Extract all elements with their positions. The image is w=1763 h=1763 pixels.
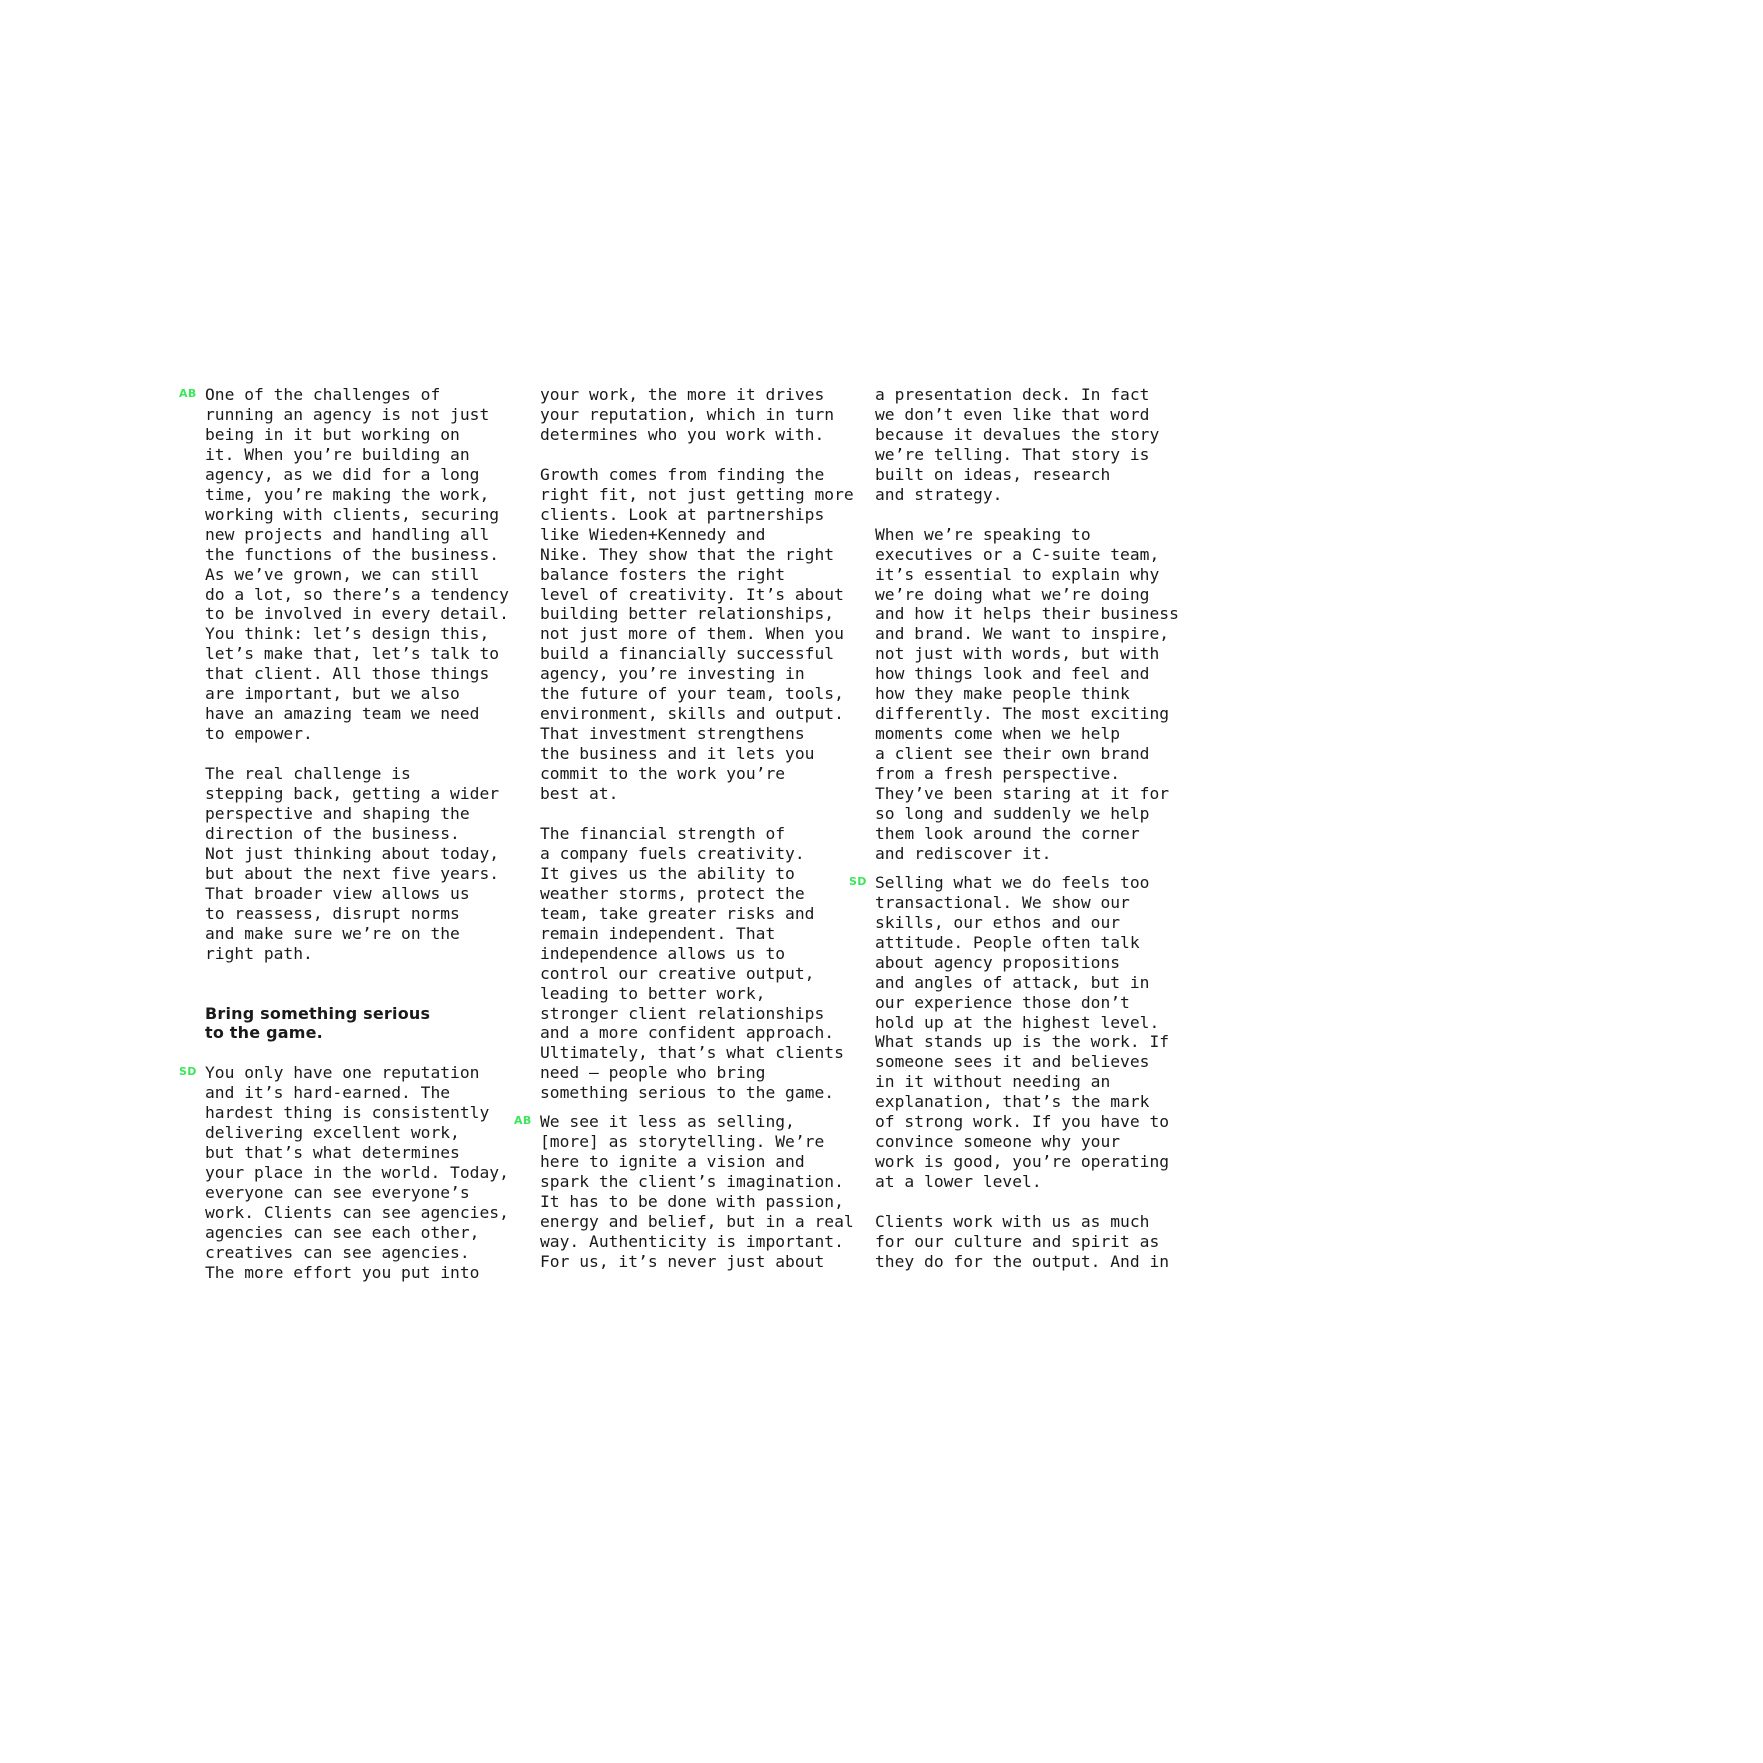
text-line: Nike. They show that the right: [540, 544, 835, 564]
text-line: hold up at the highest level.: [875, 1012, 1160, 1032]
text-line: and make sure we’re on the: [205, 923, 460, 943]
text-line: work is good, you’re operating: [875, 1152, 1170, 1172]
paragraph-executives: [875, 525, 1195, 864]
text-line: are important, but we also: [205, 684, 460, 704]
text-line: stepping back, getting a wider: [205, 784, 500, 804]
text-line: we don’t even like that word: [875, 404, 1150, 424]
text-line: work. Clients can see agencies,: [205, 1203, 509, 1223]
text-line: Ultimately, that’s what clients: [540, 1043, 844, 1063]
text-line: something serious to the game.: [540, 1083, 835, 1103]
text-line: clients. Look at partnerships: [540, 504, 825, 524]
paragraph-presentation-deck: [875, 385, 1195, 505]
text-line: energy and belief, but in a real: [540, 1212, 854, 1232]
text-line: determines who you work with.: [540, 424, 825, 444]
text-line: like Wieden+Kennedy and: [540, 524, 766, 544]
text-line: You think: let’s design this,: [205, 624, 490, 644]
text-line: to empower.: [205, 724, 313, 744]
text-line: agency, as we did for a long: [205, 464, 480, 484]
text-line: What stands up is the work. If: [875, 1032, 1170, 1052]
text-line: so long and suddenly we help: [875, 804, 1150, 823]
text-line: right path.: [205, 943, 313, 963]
text-line: how they make people think: [875, 684, 1130, 704]
text-line: and strategy.: [875, 484, 1003, 504]
speaker-tag-sd: SD: [849, 874, 867, 888]
text-line: The real challenge is: [205, 764, 411, 784]
text-line: in it without needing an: [875, 1072, 1111, 1092]
text-line: do a lot, so there’s a tendency: [205, 584, 509, 604]
text-line: delivering excellent work,: [205, 1123, 460, 1143]
text-line: someone sees it and believes: [875, 1052, 1150, 1072]
text-line: Not just thinking about today,: [205, 843, 500, 863]
text-line: leading to better work,: [540, 983, 766, 1003]
text-line: your reputation, which in turn: [540, 404, 835, 424]
speaker-tag-ab: AB: [179, 387, 197, 400]
text-line: agency, you’re investing in: [540, 664, 805, 684]
text-line: a client see their own brand: [875, 744, 1150, 764]
text-line: a company fuels creativity.: [540, 843, 805, 863]
text-line: balance fosters the right: [540, 564, 786, 584]
text-line: executives or a C-suite team,: [875, 544, 1160, 564]
text-line: best at.: [540, 784, 619, 804]
text-line: at a lower level.: [875, 1172, 1042, 1192]
text-line: the business and it lets you: [540, 744, 815, 764]
text-line: it. When you’re building an: [205, 444, 470, 464]
text-line: independence allows us to: [540, 943, 786, 963]
text-line: build a financially successful: [540, 644, 835, 664]
paragraph-ab-2: [514, 1112, 860, 1272]
text-line: commit to the work you’re: [540, 764, 786, 784]
text-line: the future of your team, tools,: [540, 684, 844, 704]
text-line: The financial strength of: [540, 823, 786, 843]
speaker-tag-sd: SD: [179, 1065, 197, 1079]
text-line: As we’ve grown, we can still: [205, 564, 480, 584]
paragraph-clients-culture: [875, 1212, 1195, 1272]
text-line: our experience those don’t: [875, 992, 1130, 1012]
text-line: transactional. We show our: [875, 892, 1130, 912]
text-line: have an amazing team we need: [205, 704, 480, 724]
text-line: direction of the business.: [205, 823, 460, 843]
text-line: your place in the world. Today,: [205, 1163, 509, 1183]
text-line: here to ignite a vision and: [540, 1152, 805, 1172]
text-line: control our creative output,: [540, 963, 815, 983]
text-line: because it devalues the story: [875, 424, 1160, 444]
text-line: It gives us the ability to: [540, 863, 795, 883]
text-line: For us, it’s never just about: [540, 1251, 825, 1271]
text-line: running an agency is not just: [205, 404, 490, 424]
text-line: we’re telling. That story is: [875, 444, 1150, 464]
text-line: When we’re speaking to: [875, 524, 1091, 544]
text-line: we’re doing what we’re doing: [875, 584, 1150, 604]
text-line: weather storms, protect the: [540, 883, 805, 903]
text-line: It has to be done with passion,: [540, 1192, 844, 1212]
text-line: skills, our ethos and our: [875, 912, 1121, 932]
speaker-tag-ab: AB: [514, 1114, 532, 1128]
text-line: hardest thing is consistently: [205, 1103, 490, 1123]
text-line: attitude. People often talk: [875, 932, 1140, 952]
text-line: how things look and feel and: [875, 664, 1150, 684]
text-line: We see it less as selling,: [540, 1112, 795, 1132]
text-line: and rediscover it.: [875, 843, 1052, 863]
text-line: and it’s hard-earned. The: [205, 1083, 451, 1103]
text-line: not just with words, but with: [875, 644, 1160, 664]
text-line: agencies can see each other,: [205, 1222, 480, 1242]
text-line: them look around the corner: [875, 823, 1140, 843]
text-line: and brand. We want to inspire,: [875, 624, 1170, 644]
text-line: and how it helps their business: [875, 604, 1179, 624]
text-line: a presentation deck. In fact: [875, 385, 1150, 404]
text-line: The more effort you put into: [205, 1262, 480, 1282]
text-line: team, take greater risks and: [540, 903, 815, 923]
text-line: to be involved in every detail.: [205, 604, 509, 624]
text-line: being in it but working on: [205, 424, 460, 444]
paragraph-reputation-cont: [540, 385, 860, 445]
text-line: differently. The most exciting: [875, 704, 1170, 724]
text-line: They’ve been staring at it for: [875, 784, 1170, 804]
text-line: and a more confident approach.: [540, 1023, 835, 1043]
paragraph-financial-strength: [540, 824, 860, 1103]
text-line: the functions of the business.: [205, 544, 500, 564]
text-line: not just more of them. When you: [540, 624, 844, 644]
text-line: spark the client’s imagination.: [540, 1172, 844, 1192]
text-line: new projects and handling all: [205, 524, 490, 544]
text-line: to reassess, disrupt norms: [205, 903, 460, 923]
text-line: built on ideas, research: [875, 464, 1111, 484]
text-line: You only have one reputation: [205, 1063, 480, 1083]
text-line: creatives can see agencies.: [205, 1242, 470, 1262]
text-line: One of the challenges of: [205, 385, 441, 404]
text-line: and angles of attack, but in: [875, 972, 1150, 992]
text-line: working with clients, securing: [205, 504, 500, 524]
text-line: Clients work with us as much: [875, 1212, 1150, 1232]
text-line: need – people who bring: [540, 1063, 766, 1083]
paragraph-ab-1: [179, 385, 525, 744]
paragraph-growth: [540, 465, 860, 804]
text-column-1: [179, 385, 525, 1283]
text-line: to the game.: [205, 1023, 323, 1043]
text-line: Growth comes from finding the: [540, 464, 825, 484]
text-line: your work, the more it drives: [540, 385, 825, 404]
paragraph-sd-2: [849, 872, 1195, 1192]
paragraph-real-challenge: [205, 764, 525, 964]
text-line: Selling what we do feels too: [875, 872, 1150, 892]
text-line: perspective and shaping the: [205, 804, 470, 823]
text-line: it’s essential to explain why: [875, 564, 1160, 584]
text-line: about agency propositions: [875, 952, 1121, 972]
text-line: Bring something serious: [205, 1003, 431, 1023]
text-line: they do for the output. And in: [875, 1251, 1170, 1271]
text-line: That broader view allows us: [205, 883, 470, 903]
text-line: for our culture and spirit as: [875, 1232, 1160, 1251]
text-line: but about the next five years.: [205, 863, 500, 883]
paragraph-sd-1: [179, 1063, 525, 1282]
text-line: way. Authenticity is important.: [540, 1232, 844, 1251]
text-line: that client. All those things: [205, 664, 490, 684]
text-line: environment, skills and output.: [540, 704, 844, 724]
text-line: stronger client relationships: [540, 1003, 825, 1023]
text-column-2: [514, 385, 860, 1272]
text-line: right fit, not just getting more: [540, 484, 854, 504]
text-line: from a fresh perspective.: [875, 764, 1121, 784]
text-line: building better relationships,: [540, 604, 835, 624]
text-line: remain independent. That: [540, 923, 776, 943]
text-line: moments come when we help: [875, 724, 1121, 744]
text-line: time, you’re making the work,: [205, 484, 490, 504]
text-line: That investment strengthens: [540, 724, 805, 744]
section-heading: [205, 1004, 525, 1044]
text-line: [more] as storytelling. We’re: [540, 1132, 825, 1152]
text-line: level of creativity. It’s about: [540, 584, 844, 604]
text-line: but that’s what determines: [205, 1143, 460, 1163]
text-line: let’s make that, let’s talk to: [205, 644, 500, 664]
text-line: of strong work. If you have to: [875, 1112, 1170, 1132]
text-line: explanation, that’s the mark: [875, 1092, 1150, 1112]
text-line: convince someone why your: [875, 1132, 1121, 1152]
text-line: everyone can see everyone’s: [205, 1183, 470, 1203]
text-column-3: [849, 385, 1195, 1272]
